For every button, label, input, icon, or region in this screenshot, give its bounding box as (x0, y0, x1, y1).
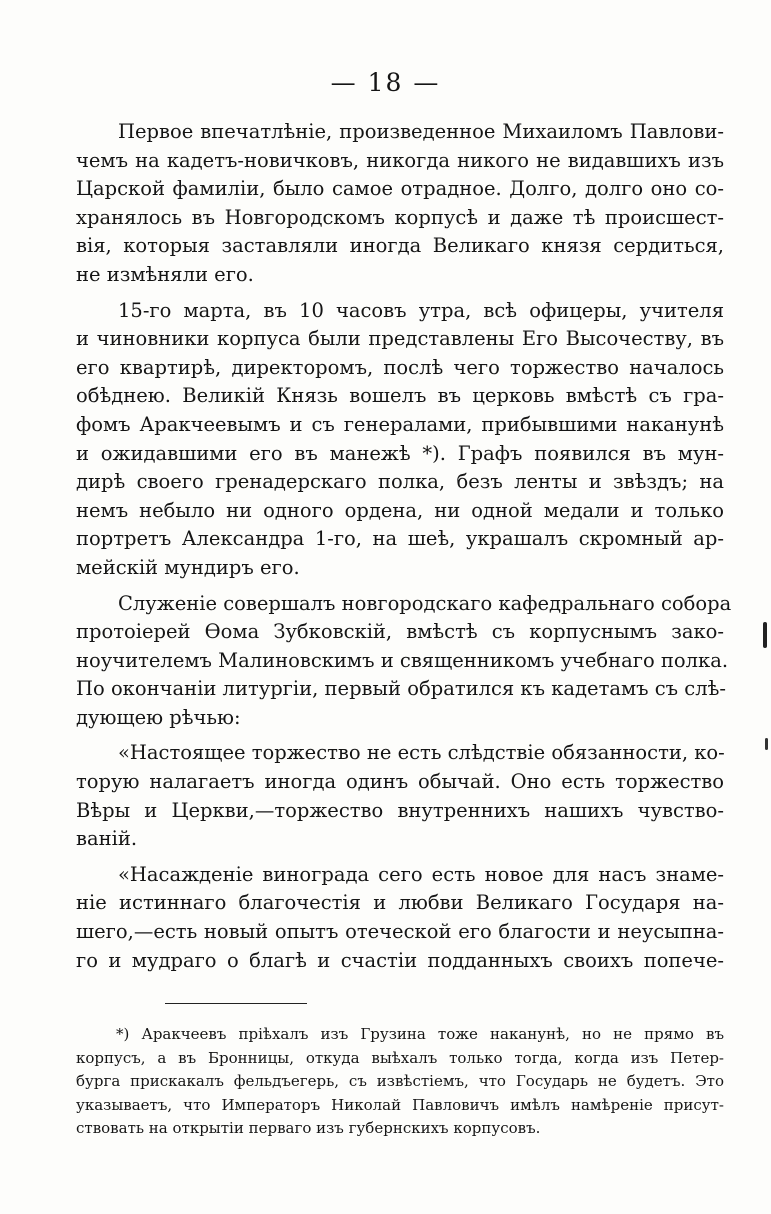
text-line: Служеніе совершалъ новгородскаго кафедральнаго собора (118, 591, 732, 615)
text-line: шего,—есть новый опытъ отеческой его благости и неусыпна- (76, 920, 724, 944)
margin-ink-mark (763, 622, 767, 648)
text-line: фомъ Аракчеевымъ и съ генералами, прибывшими наканунѣ (76, 412, 724, 436)
footnote-line: указываетъ, что Императоръ Николай Павловичъ имѣлъ намѣреніе присут- (76, 1095, 724, 1114)
page-number: — 18 — (330, 68, 441, 97)
text-line: вія, которыя заставляли иногда Великаго князя сердиться, (76, 234, 724, 258)
text-line: дующею рѣчью: (76, 705, 241, 729)
footnote-line: корпусъ, а въ Бронницы, откуда выѣхалъ только тогда, когда изъ Петер- (76, 1048, 724, 1067)
text-line: 15-го марта, въ 10 часовъ утра, всѣ офицеры, учителя (118, 298, 724, 322)
footnote-line: *) Аракчеевъ пріѣхалъ изъ Грузина тоже наканунѣ, но не прямо въ (116, 1025, 724, 1043)
text-line: и ожидавшими его въ манежѣ *). Графъ появился въ мун- (76, 441, 724, 465)
margin-ink-mark (765, 738, 768, 750)
text-line: его квартирѣ, директоромъ, послѣ чего торжество началось (76, 355, 724, 379)
text-line: «Настоящее торжество не есть слѣдствіе обязанности, ко- (118, 741, 725, 765)
main-text (76, 118, 732, 975)
footnote-divider (165, 1003, 307, 1004)
text-line: хранялось въ Новгородскомъ корпусѣ и даже тѣ происшест- (76, 205, 724, 229)
text-line: мейскій мундиръ его. (76, 555, 300, 579)
text-line: торую налагаетъ иногда одинъ обычай. Оно есть торжество (76, 770, 724, 794)
text-line: го и мудраго о благѣ и счастіи подданныхъ своихъ попече- (76, 948, 724, 972)
text-line: дирѣ своего гренадерскаго полка, безъ ленты и звѣздъ; на (76, 470, 724, 494)
footnote (76, 1023, 724, 1141)
text-line: не измѣняли его. (76, 262, 254, 286)
text-line: протоіерей Ѳома Зубковскій, вмѣстѣ съ корпуснымъ зако- (76, 620, 724, 644)
text-line: ноучителемъ Малиновскимъ и священникомъ учебнаго полка. (76, 648, 729, 672)
text-line: Вѣры и Церкви,—торжество внутреннихъ нашихъ чувство- (76, 798, 724, 822)
text-line: немъ небыло ни одного ордена, ни одной медали и только (76, 498, 724, 522)
text-line: и чиновники корпуса были представлены Его Высочеству, въ (76, 327, 724, 351)
text-line: ваній. (76, 827, 138, 851)
text-line: Царской фамиліи, было самое отрадное. Долго, долго оно со- (76, 177, 724, 201)
footnote-line: бурга прискакалъ фельдъегерь, съ извѣстіемъ, что Государь не будетъ. Это (76, 1072, 724, 1090)
text-line: обѣднею. Великій Князь вошелъ въ церковь вмѣстѣ съ гра- (76, 384, 724, 408)
paragraph-2 (76, 297, 724, 583)
paragraph-3 (76, 590, 732, 733)
text-line: По окончаніи литургіи, первый обратился къ кадетамъ съ слѣ- (76, 677, 726, 701)
text-line: Первое впечатлѣніе, произведенное Михаиломъ Павлови- (118, 120, 724, 143)
paragraph-4 (76, 739, 724, 853)
text-line: портретъ Александра 1-го, на шеѣ, украшалъ скромный ар- (76, 527, 724, 551)
text-line: «Насажденіе винограда сего есть новое для насъ знаме- (118, 862, 724, 886)
paragraph-1 (76, 118, 724, 290)
footnote-line: ствовать на открытіи перваго изъ губернскихъ корпусовъ. (76, 1119, 541, 1137)
text-line: чемъ на кадетъ-новичковъ, никогда никого не видавшихъ изъ (76, 148, 724, 172)
text-line: ніе истиннаго благочестія и любви Великаго Государя на- (76, 891, 724, 915)
paragraph-5 (76, 861, 724, 975)
